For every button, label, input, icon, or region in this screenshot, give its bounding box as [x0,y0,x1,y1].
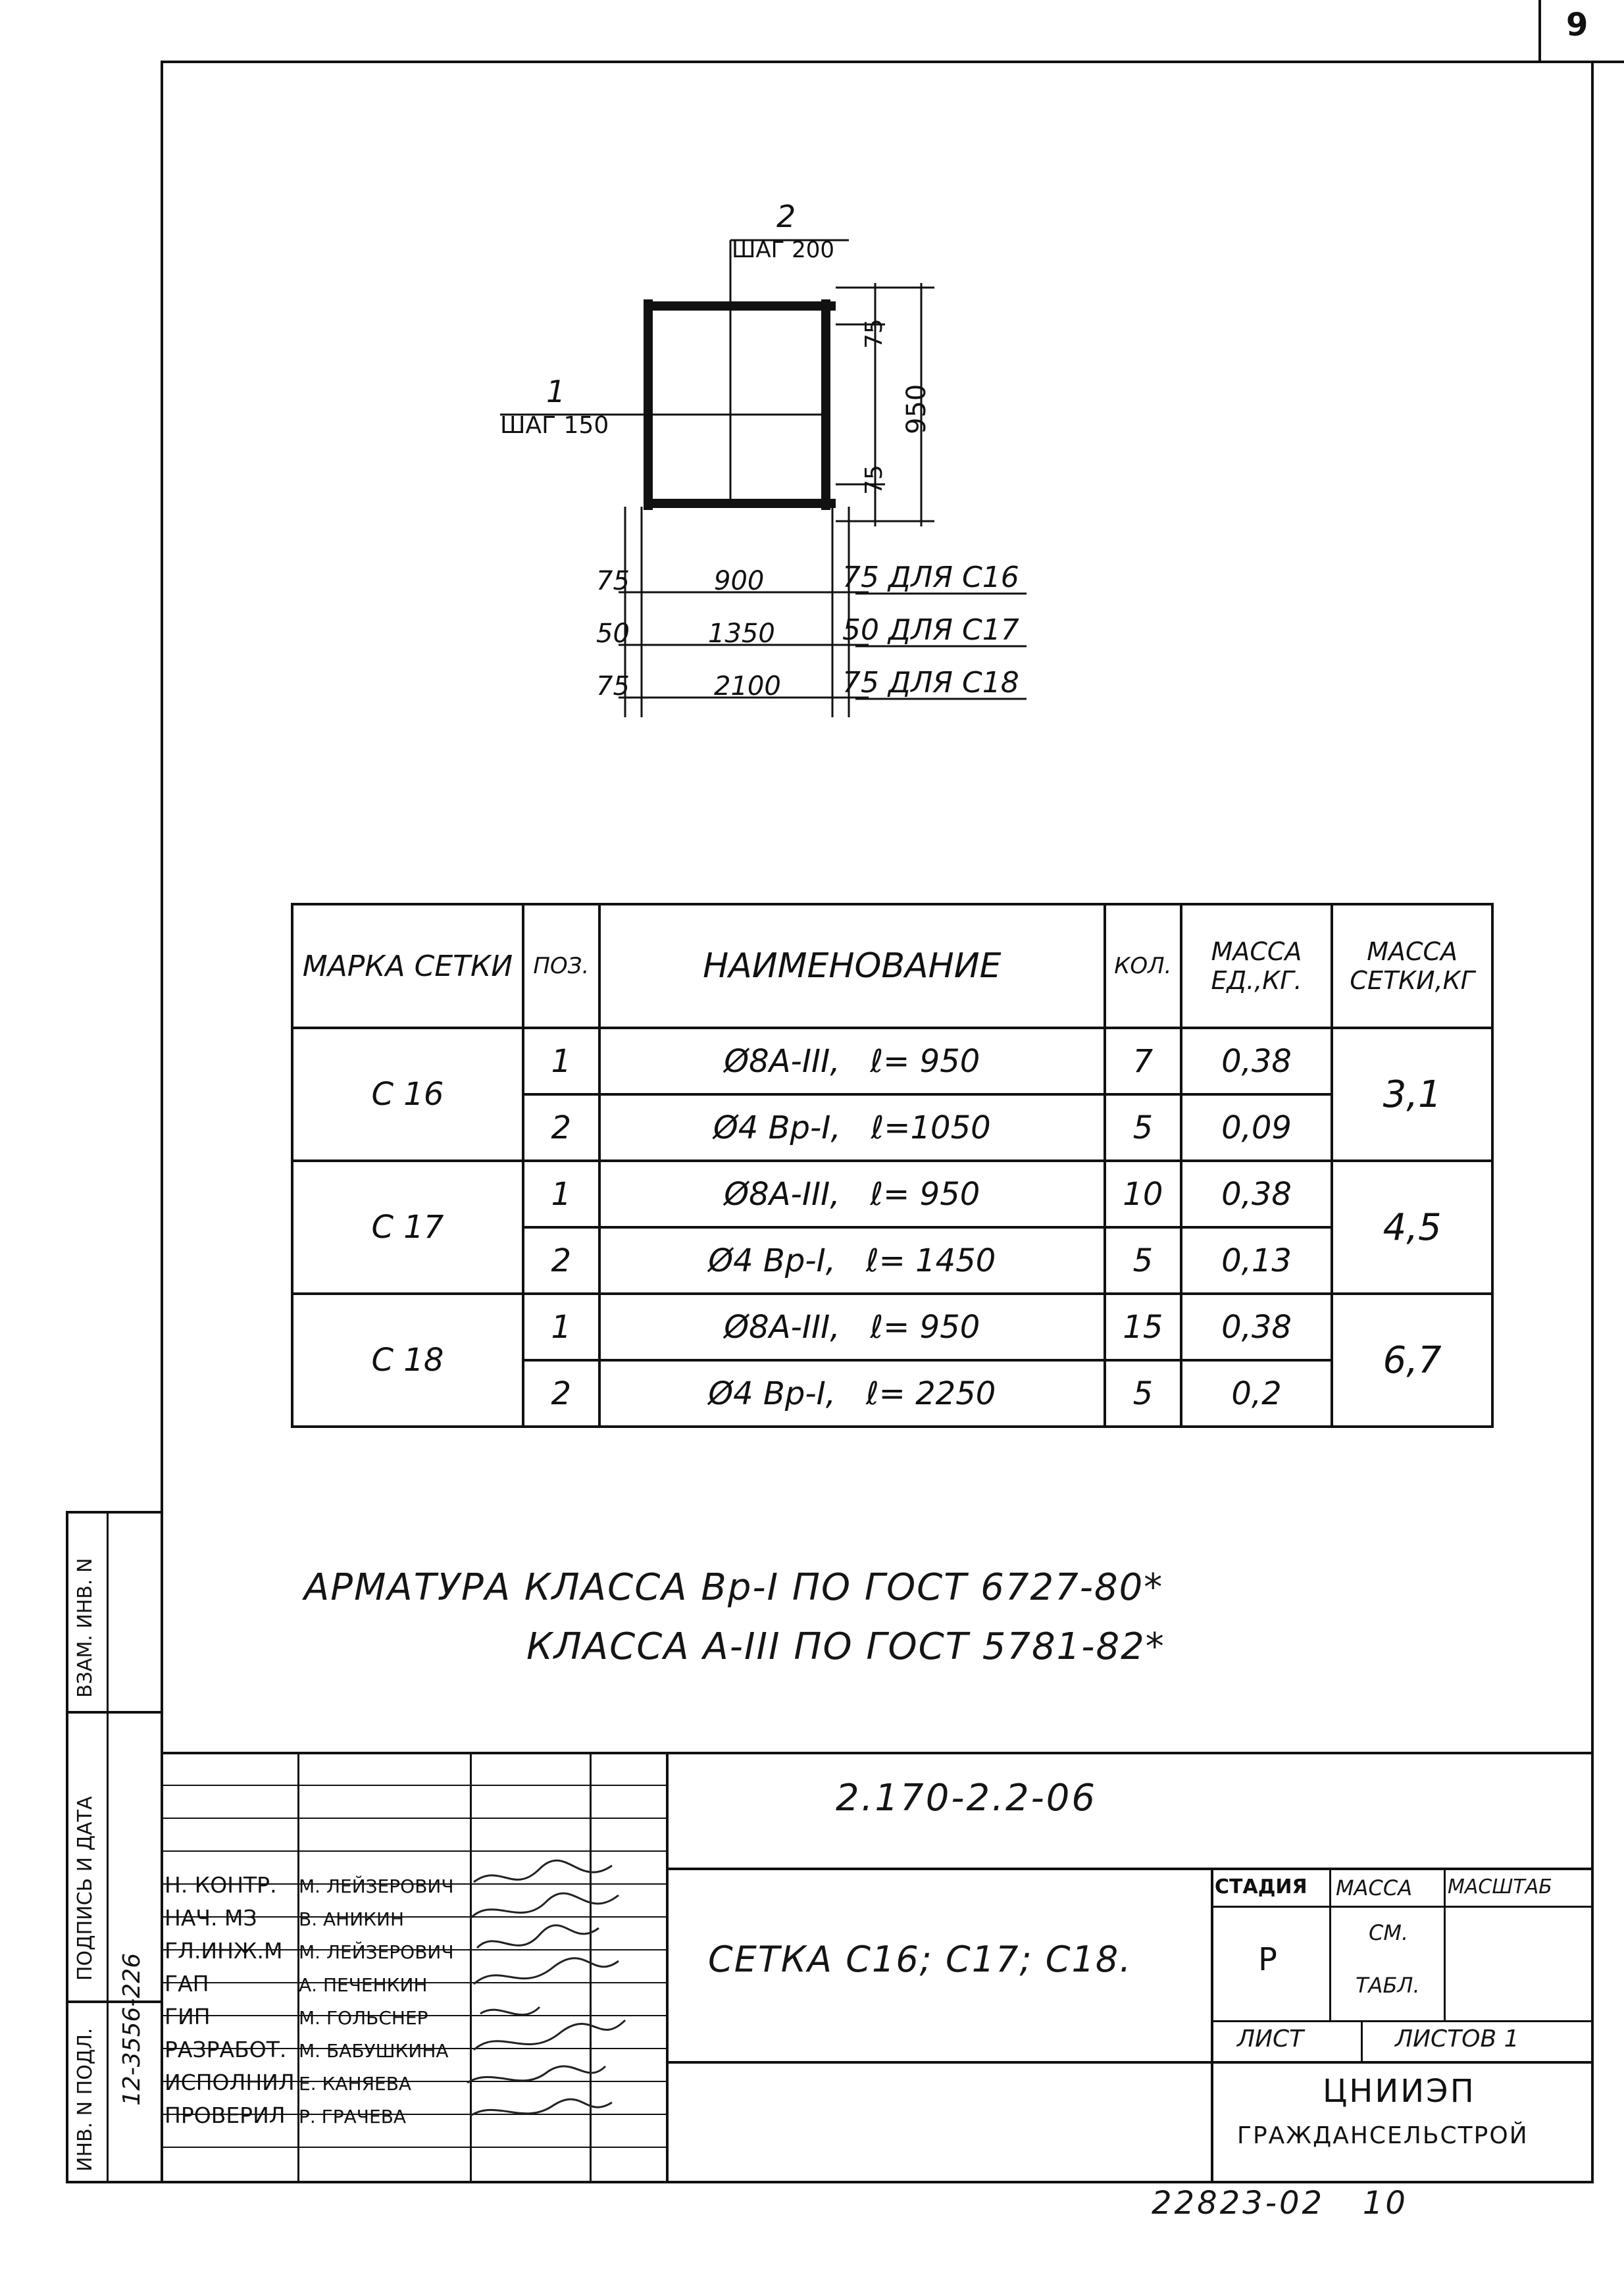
header-total-mass: МАССА СЕТКИ,КГ [1332,904,1492,1028]
name-cell: Ø4 Вр-I, ℓ= 1450 [599,1227,1105,1294]
note-line-1: АРМАТУРА КЛАССА Вр-I ПО ГОСТ 6727-80* [304,1566,1164,1609]
unit-mass-cell: 0,09 [1181,1094,1332,1161]
signer-row [165,1969,428,1999]
pos1-step: ШАГ 150 [500,412,609,439]
signer-name: В. АНИКИН [299,1908,405,1930]
frame-bottom [66,2181,1594,2183]
name-cell: Ø4 Вр-I, ℓ=1050 [599,1094,1105,1161]
total-mass-cell: 3,1 [1332,1028,1492,1161]
tb-row-line [163,1818,666,1819]
mass-value-1: СМ. [1369,1920,1409,1945]
signatures-scribbles [461,1856,632,2185]
header-unit-mass: МАССА ЕД.,КГ. [1181,904,1332,1028]
table-row [292,1161,1492,1227]
frame-top [161,61,1624,63]
unit-mass-cell: 0,38 [1181,1294,1332,1360]
signer-name: М. ЛЕЙЗЕРОВИЧ [299,1941,454,1963]
mark-cell: С 18 [292,1294,523,1427]
dim-height: 950 [901,384,932,434]
table-row [292,1028,1492,1094]
side-stamp-left [66,1511,68,2183]
side-stamp-podpis: ПОДПИСЬ И ДАТА [74,1796,97,1981]
signer-row [165,2035,449,2065]
stage-label: СТАДИЯ [1215,1875,1307,1898]
width-row-1-left: 75 [596,566,630,596]
tb-row-line [163,1850,666,1852]
pos-cell: 1 [523,1028,599,1094]
width-row-3-left: 75 [596,671,630,701]
mark-cell: С 17 [292,1161,523,1294]
sheets-label: ЛИСТОВ 1 [1395,2025,1519,2052]
dim-bottom: 75 [861,465,888,495]
signer-name: М. ЛЕЙЗЕРОВИЧ [299,1875,454,1897]
total-mass-cell: 4,5 [1332,1161,1492,1294]
mass-value-2: ТАБЛ. [1356,1973,1420,1998]
signer-name: М. БАБУШКИНА [299,2040,449,2062]
width-row-2-left: 50 [596,619,630,649]
width-row-3-middle: 2100 [714,671,781,701]
header-pos: ПОЗ. [523,904,599,1028]
side-stamp-vzam: ВЗАМ. ИНВ. N [74,1558,97,1698]
scale-label: МАСШТАБ [1448,1875,1552,1898]
mesh-drawing [461,191,1053,730]
signer-row [165,2068,411,2098]
side-stamp-inner [107,1511,109,2183]
unit-mass-cell: 0,13 [1181,1227,1332,1294]
sheet-number-border [1538,0,1541,61]
tb-h-title [666,2061,1591,2064]
signer-row [165,1903,404,1933]
tb-row-line [163,1785,666,1786]
mass-label: МАССА [1336,1875,1413,1900]
pos-cell: 2 [523,1227,599,1294]
pos2-step: ШАГ 200 [732,237,835,263]
document-title: СЕТКА С16; С17; С18. [708,1939,1132,1980]
frame-left [161,61,163,2182]
signer-role: ИСПОЛНИЛ [165,2070,295,2095]
signer-row [165,2101,406,2131]
signer-role: РАЗРАБОТ. [165,2037,287,2062]
tb-top [163,1752,1591,1754]
signer-role: ПРОВЕРИЛ [165,2102,286,2128]
tb-v-4 [666,1752,669,2182]
header-qty: КОЛ. [1105,904,1181,1028]
qty-cell: 10 [1105,1161,1181,1227]
footer-number: 22823-02 10 [1152,2185,1408,2222]
pos-cell: 2 [523,1094,599,1161]
unit-mass-cell: 0,38 [1181,1161,1332,1227]
tb-h-code [666,1868,1591,1870]
qty-cell: 15 [1105,1294,1181,1360]
width-row-3-right: 75 ДЛЯ С18 [842,666,1019,700]
width-row-2-right: 50 ДЛЯ С17 [842,613,1019,647]
side-stamp-div-1 [66,1711,163,1714]
sheet-label: ЛИСТ [1237,2025,1304,2052]
side-stamp-top [66,1511,163,1514]
pos-cell: 1 [523,1294,599,1360]
qty-cell: 7 [1105,1028,1181,1094]
stage-value: Р [1258,1941,1277,1978]
dim-top: 75 [861,318,888,349]
tb-v-stage [1211,1868,1213,2182]
width-row-1-right: 75 ДЛЯ С16 [842,561,1019,594]
unit-mass-cell: 0,2 [1181,1360,1332,1427]
signer-role: НАЧ. МЗ [165,1905,257,1931]
signer-role: Н. КОНТР. [165,1872,277,1898]
pos1-label: 1 [546,374,566,409]
name-cell: Ø8А-III, ℓ= 950 [599,1161,1105,1227]
qty-cell: 5 [1105,1227,1181,1294]
mark-cell: С 16 [292,1028,523,1161]
table-header-row [292,904,1492,1028]
tb-h-stage-head [1211,1906,1591,1908]
pos-cell: 2 [523,1360,599,1427]
name-cell: Ø8А-III, ℓ= 950 [599,1028,1105,1094]
side-stamp-div-2 [66,2000,163,2003]
header-name: НАИМЕНОВАНИЕ [599,904,1105,1028]
tb-v-mass [1329,1868,1331,2020]
side-stamp-inv-podl: ИНВ. N ПОДЛ. [74,2027,97,2172]
signer-name: Е. КАНЯЕВА [299,2073,412,2095]
tb-h-stage-bottom [1211,2020,1591,2022]
width-row-2-middle: 1350 [708,619,775,649]
sheet-number: 9 [1566,7,1588,43]
signer-name: Р. ГРАЧЕВА [299,2106,407,2127]
organization-subname: ГРАЖДАНСЕЛЬСТРОЙ [1237,2122,1529,2149]
signer-name: М. ГОЛЬСНЕР [299,2007,428,2029]
specification-table [291,903,1494,1428]
header-mark: МАРКА СЕТКИ [292,904,523,1028]
name-cell: Ø8А-III, ℓ= 950 [599,1294,1105,1360]
signer-row [165,1936,454,1966]
unit-mass-cell: 0,38 [1181,1028,1332,1094]
signer-name: А. ПЕЧЕНКИН [299,1974,428,1996]
signer-row [165,1870,454,1900]
width-row-1-middle: 900 [714,566,765,596]
signer-role: ГАП [165,1971,209,1997]
pos-cell: 1 [523,1161,599,1227]
signer-role: ГИП [165,2004,211,2029]
table-row [292,1294,1492,1360]
signer-role: ГЛ.ИНЖ.М [165,1938,283,1964]
tb-v-sheet [1361,2020,1363,2061]
qty-cell: 5 [1105,1094,1181,1161]
pos2-label: 2 [776,199,796,234]
note-line-2: КЛАССА А-III ПО ГОСТ 5781-82* [526,1625,1165,1668]
organization-name: ЦНИИЭП [1323,2073,1476,2110]
name-cell: Ø4 Вр-I, ℓ= 2250 [599,1360,1105,1427]
frame-right [1591,61,1594,2182]
qty-cell: 5 [1105,1360,1181,1427]
total-mass-cell: 6,7 [1332,1294,1492,1427]
signer-row [165,2002,428,2032]
tb-v-scale [1444,1868,1446,2020]
side-stamp-inv-number: 12-3556-226 [118,1952,145,2106]
document-code: 2.170-2.2-06 [836,1777,1098,1820]
